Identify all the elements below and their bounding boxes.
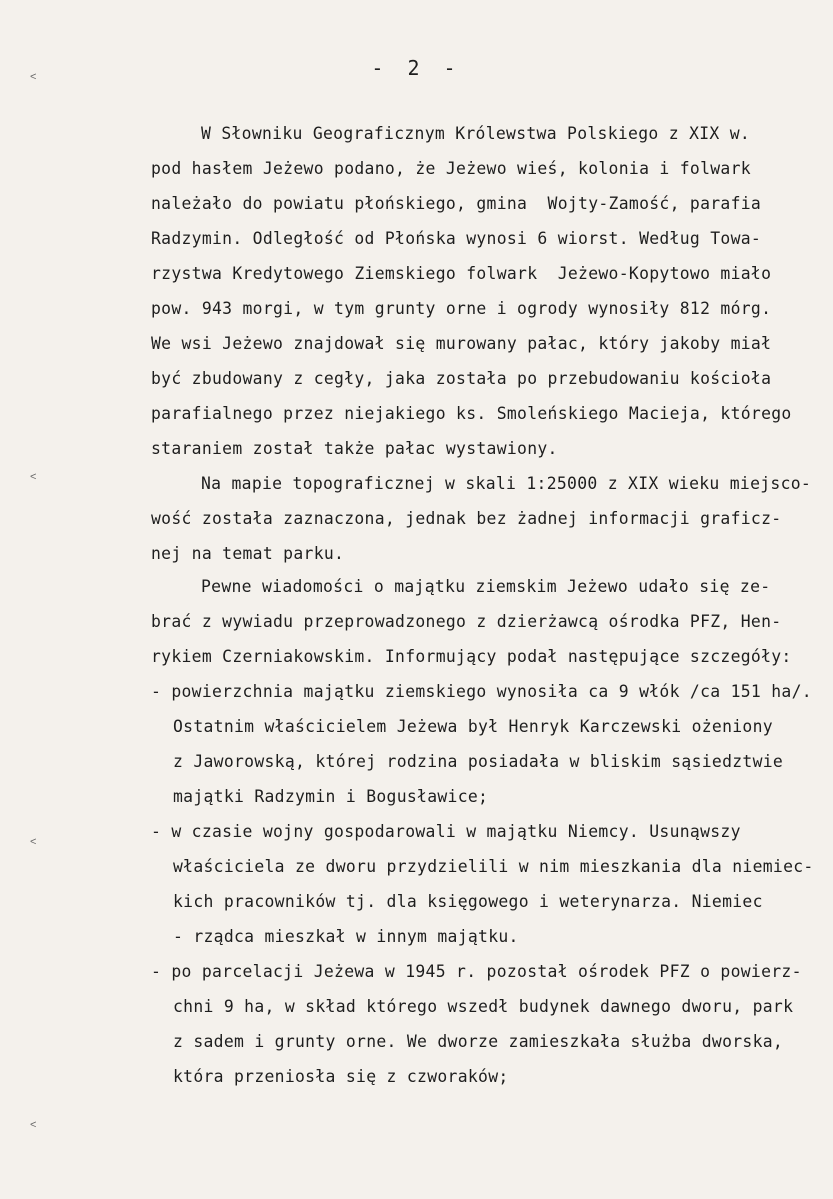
text-line: Pewne wiadomości o majątku ziemskim Jeżewo udało się ze- (201, 577, 771, 596)
text-line: Ostatnim właścicielem Jeżewa był Henryk Karczewski ożeniony (173, 717, 773, 736)
text-line: - rządca mieszkał w innym majątku. (173, 927, 519, 946)
margin-tick: ˂ (30, 70, 37, 83)
margin-tick: ˂ (30, 470, 37, 483)
margin-tick: ˂ (30, 835, 37, 848)
text-line: staraniem został także pałac wystawiony. (151, 439, 558, 458)
list-item: - po parcelacji Jeżewa w 1945 r. pozostał ośrodek PFZ o powierz- (151, 962, 802, 981)
text-line: brać z wywiadu przeprowadzonego z dzierżawcą ośrodka PFZ, Hen- (151, 612, 782, 631)
text-line: Na mapie topograficznej w skali 1:25000 z XIX wieku miejsco- (201, 474, 812, 493)
text-line: Radzymin. Odległość od Płońska wynosi 6 wiorst. Według Towa- (151, 229, 762, 248)
text-line: W Słowniku Geograficznym Królewstwa Polskiego z XIX w. (201, 124, 751, 143)
margin-tick: ˂ (30, 1118, 37, 1131)
text-line: być zbudowany z cegły, jaka została po przebudowaniu kościoła (151, 369, 772, 388)
text-line: która przeniosła się z czworaków; (173, 1067, 509, 1086)
text-line: pod hasłem Jeżewo podano, że Jeżewo wieś, kolonia i folwark (151, 159, 751, 178)
text-line: z Jaworowską, której rodzina posiadała w bliskim sąsiedztwie (173, 752, 784, 771)
text-line: należało do powiatu płońskiego, gmina Wojty-Zamość, parafia (151, 194, 762, 213)
text-line: We wsi Jeżewo znajdował się murowany pałac, który jakoby miał (151, 334, 772, 353)
page-number: - 2 - (371, 56, 462, 80)
text-line: parafialnego przez niejakiego ks. Smoleńskiego Macieja, którego (151, 404, 792, 423)
text-line: wość została zaznaczona, jednak bez żadnej informacji graficz- (151, 509, 782, 528)
text-line: nej na temat parku. (151, 544, 345, 563)
text-line: kich pracowników tj. dla księgowego i weterynarza. Niemiec (173, 892, 763, 911)
text-line: chni 9 ha, w skład którego wszedł budynek dawnego dworu, park (173, 997, 794, 1016)
text-line: z sadem i grunty orne. We dworze zamieszkała służba dworska, (173, 1032, 784, 1051)
text-line: właściciela ze dworu przydzielili w nim mieszkania dla niemiec- (173, 857, 814, 876)
list-item: - w czasie wojny gospodarowali w majątku Niemcy. Usunąwszy (151, 822, 741, 841)
text-line: majątki Radzymin i Bogusławice; (173, 787, 489, 806)
text-line: rykiem Czerniakowskim. Informujący podał następujące szczegóły: (151, 647, 792, 666)
text-line: rzystwa Kredytowego Ziemskiego folwark Jeżewo-Kopytowo miało (151, 264, 772, 283)
list-item: - powierzchnia majątku ziemskiego wynosiła ca 9 włók /ca 151 ha/. (151, 682, 812, 701)
text-line: pow. 943 morgi, w tym grunty orne i ogrody wynosiły 812 mórg. (151, 299, 772, 318)
